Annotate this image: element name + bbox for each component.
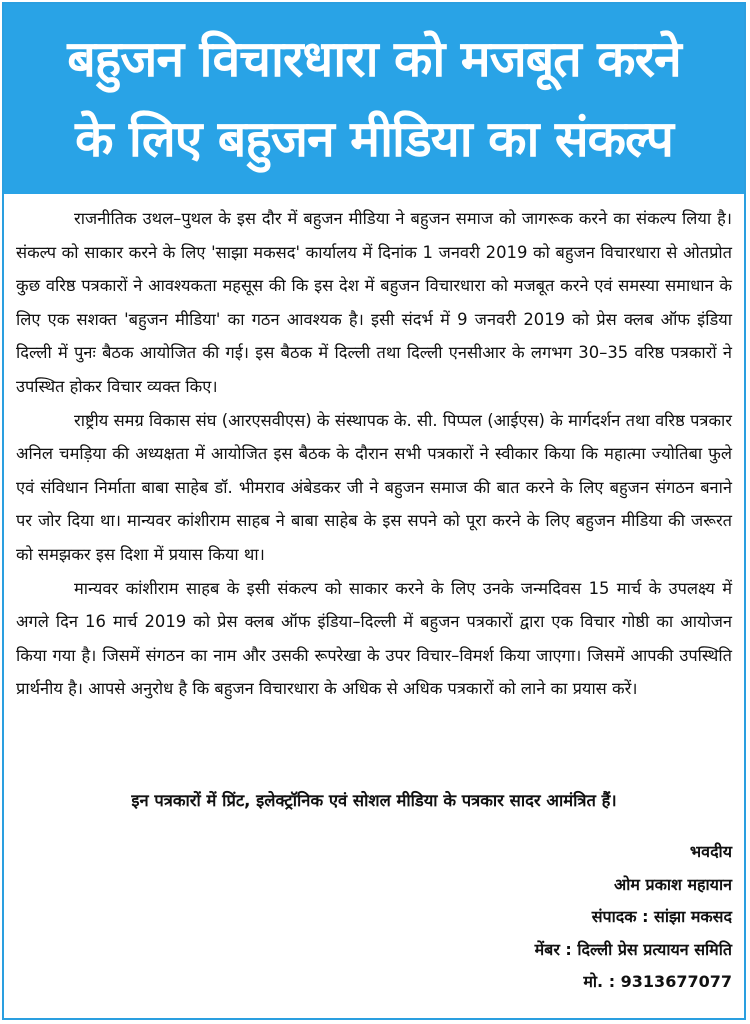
headline-line-2: के लिए बहुजन मीडिया का संकल्प xyxy=(75,110,673,168)
signer-role: संपादक : सांझा मकसद xyxy=(591,907,732,926)
closing-text: भवदीय xyxy=(689,842,732,861)
signer-membership: मेंबर : दिल्ली प्रेस प्रत्यायन समिति xyxy=(534,939,732,959)
invitation-line: इन पत्रकारों में प्रिंट, इलेक्ट्रॉनिक एवं सोशल मीडिया के पत्रकार सादर आमंत्रित हैं। xyxy=(131,791,617,810)
paragraph-1: राजनीतिक उथल–पुथल के इस दौर में बहुजन मीडिया ने बहुजन समाज को जागरूक करने का संकल्प लिया है। संकल्प को साकार करने के लिए 'साझा मकसद' कार्यालय में दिनांक 1 जनवरी 2019 को बहुजन विचारधारा से ओतप्रोत कुछ वरिष्ठ पत्रकारों ने आवश्यकता महसूस की कि इस देश में बहुजन विचारधारा को मजबूत करने एवं समस्या समाधान के लिए एक सशक्त 'बहुजन मीडिया' का गठन आवश्यक है। इसी संदर्भ में 9 जनवरी 2019 को प्रेस क्लब ऑफ इंडिया दिल्ली में पुनः बैठक आयोजित की गई। इस बैठक में दिल्ली तथा दिल्ली एनसीआर के लगभग 30–35 वरिष्ठ पत्रकारों ने उपस्थित होकर विचार व्यक्त किए। xyxy=(16,209,732,396)
signature-block xyxy=(535,836,732,999)
paragraph-3: मान्यवर कांशीराम साहब के इसी संकल्प को साकार करने के लिए उनके जन्मदिवस 15 मार्च के उपलक्ष्य में अगले दिन 16 मार्च 2019 को प्रेस क्लब ऑफ इंडिया–दिल्ली में बहुजन पत्रकारों द्वारा एक विचार गोष्ठी का आयोजन किया गया है। जिसमें संगठन का नाम और उसकी रूपरेखा के उपर विचार–विमर्श किया जाएगा। जिसमें आपकी उपस्थिति प्रार्थनीय है। आपसे अनुरोध है कि बहुजन विचारधारा के अधिक से अधिक पत्रकारों को लाने का प्रयास करें। xyxy=(16,578,732,699)
headline-line-1: बहुजन विचारधारा को मजबूत करने xyxy=(67,30,681,88)
signer-mobile: मो. : 9313677077 xyxy=(583,972,732,991)
notice-body xyxy=(16,202,732,706)
notice-frame xyxy=(2,2,746,1020)
signer-name: ओम प्रकाश महायान xyxy=(613,874,732,894)
headline-banner xyxy=(4,4,744,194)
paragraph-2: राष्ट्रीय समग्र विकास संघ (आरएसवीएस) के संस्थापक के. सी. पिप्पल (आईएस) के मार्गदर्शन तथा वरिष्ठ पत्रकार अनिल चमड़िया की अध्यक्षता में आयोजित इस बैठक के दौरान सभी पत्रकारों ने स्वीकार किया कि महात्मा ज्योतिबा फुले एवं संविधान निर्माता बाबा साहेब डॉ. भीमराव अंबेडकर जी ने बहुजन समाज की बात करने के लिए बहुजन संगठन बनाने पर जोर दिया था। मान्यवर कांशीराम साहब ने बाबा साहेब के इस सपने को पूरा करने के लिए बहुजन मीडिया की जरूरत को समझकर इस दिशा में प्रयास किया था। xyxy=(16,410,732,564)
